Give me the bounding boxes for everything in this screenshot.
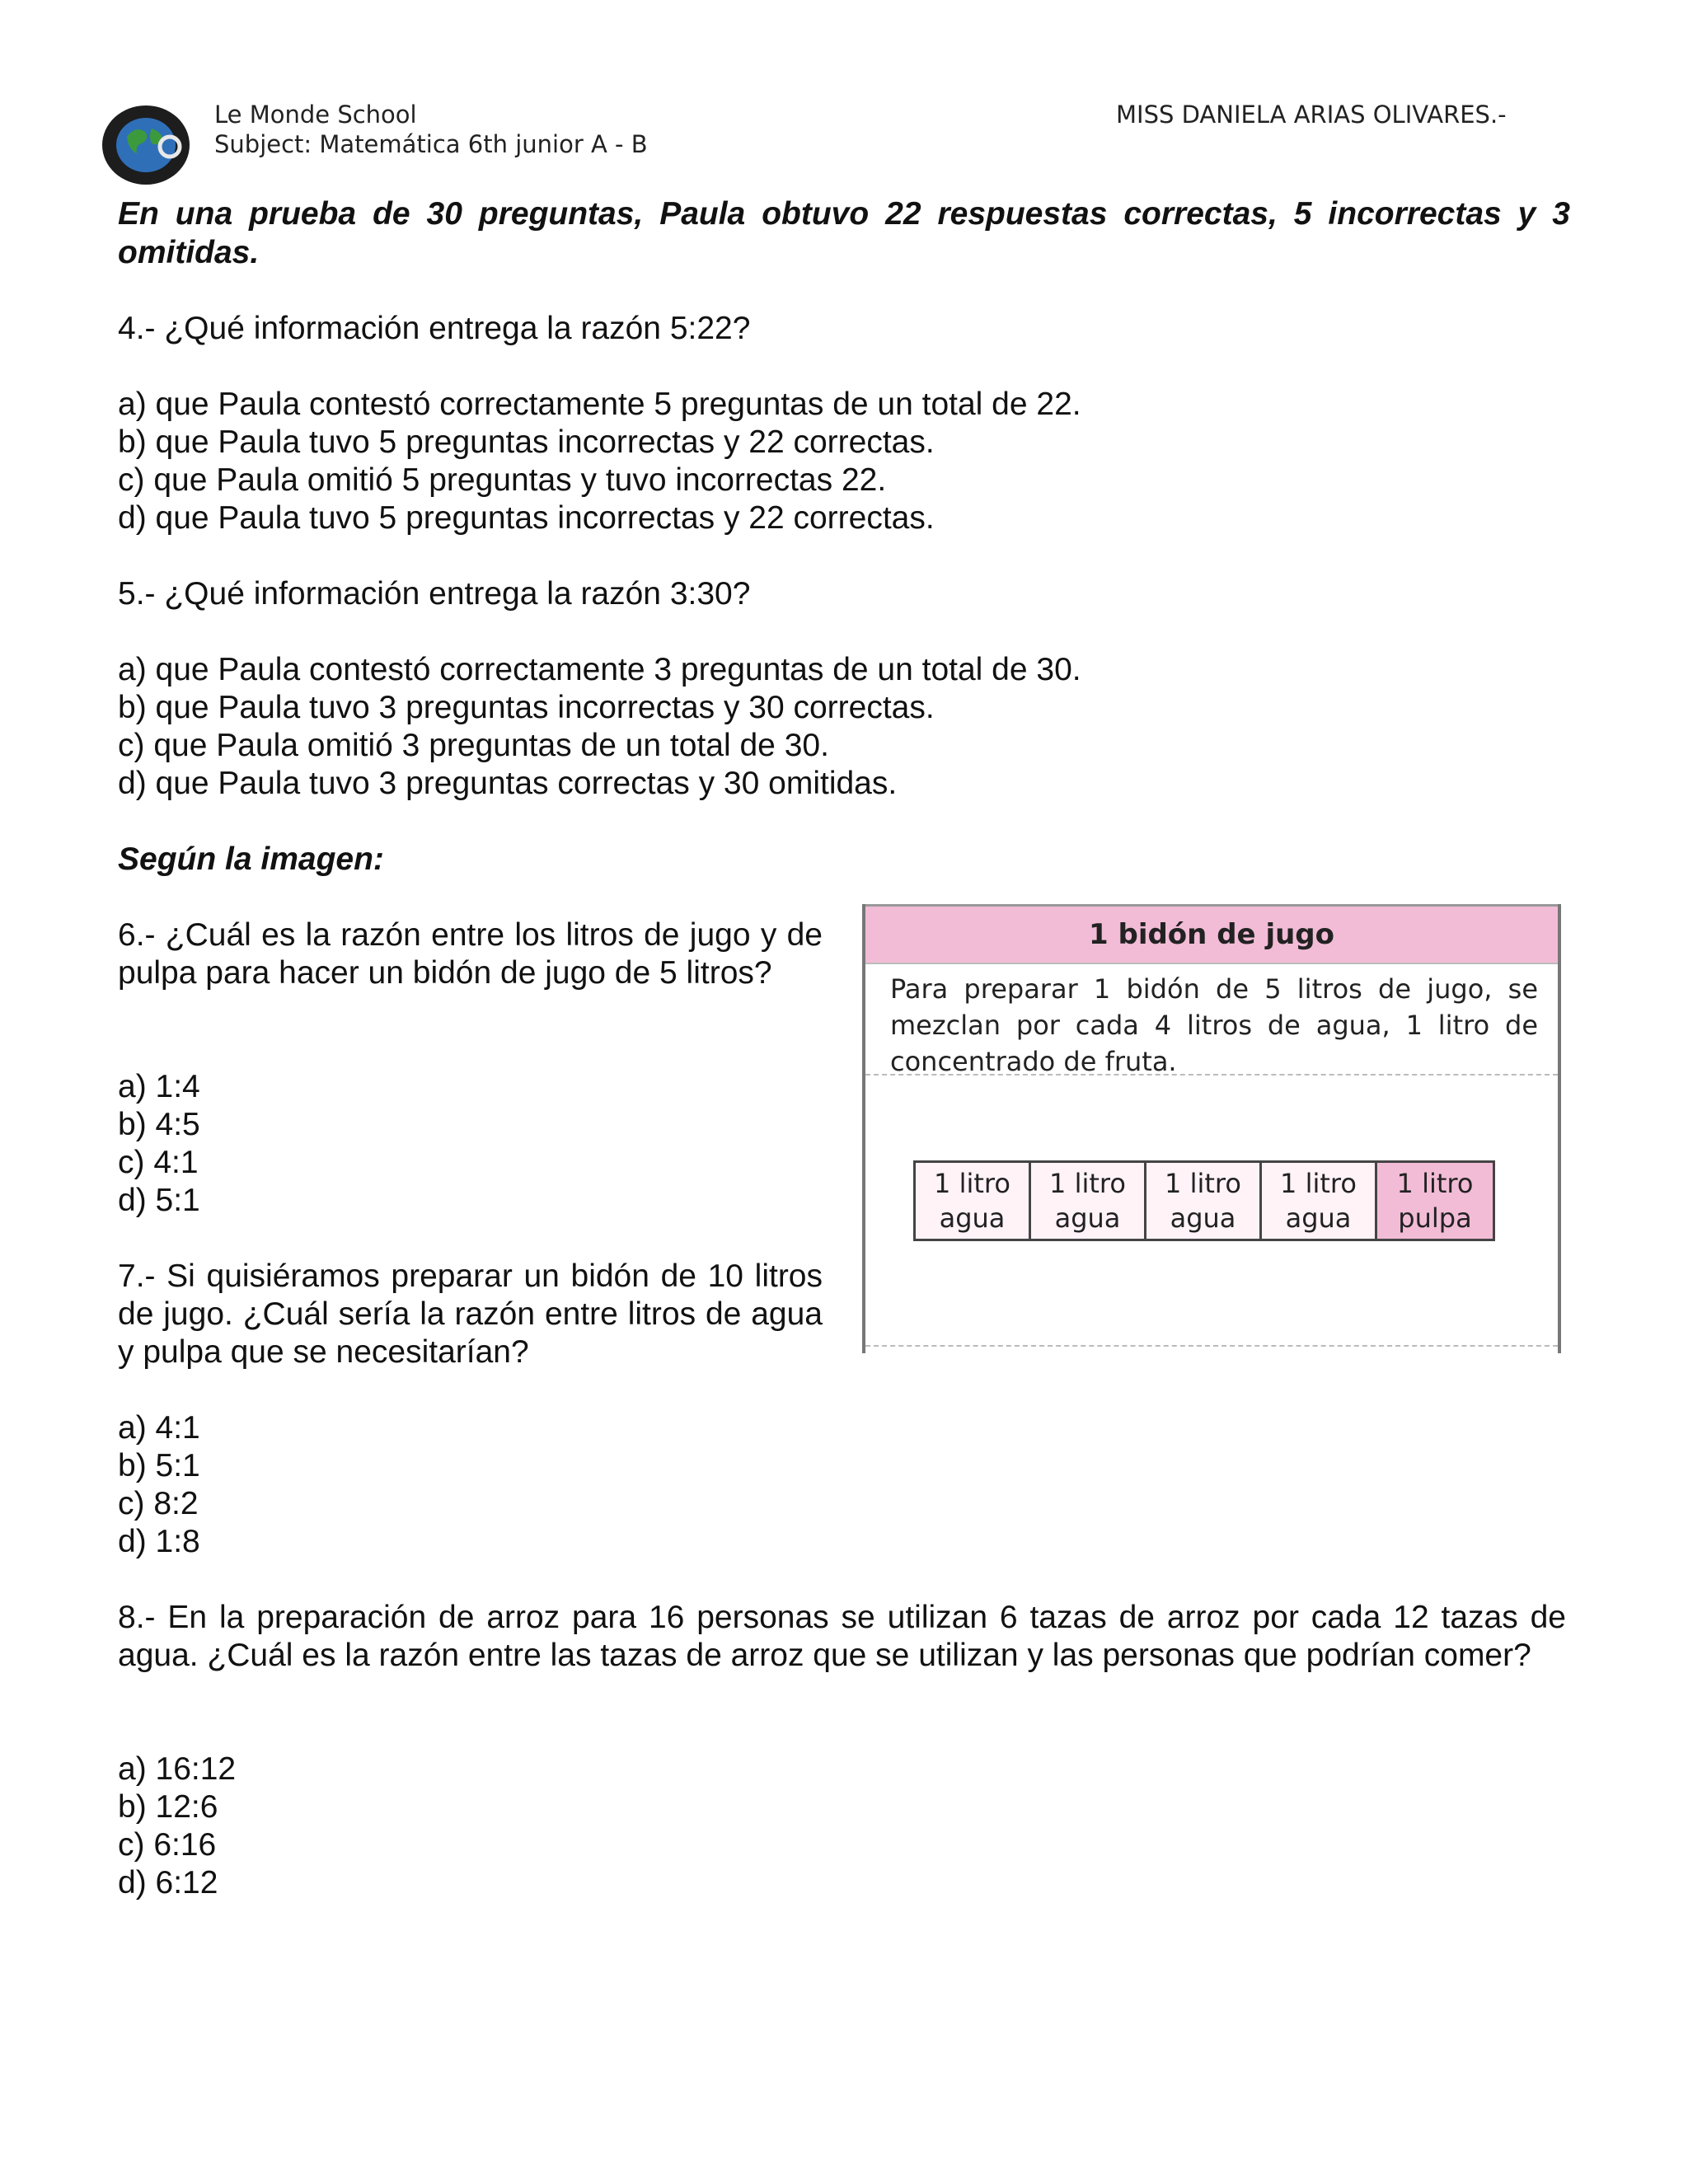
cell-label-bottom: agua <box>1170 1202 1236 1234</box>
cell-label-bottom: agua <box>1054 1202 1121 1234</box>
q5-option-a: a) que Paula contestó correctamente 3 preguntas de un total de 30. <box>118 652 1081 687</box>
question-6: 6.- ¿Cuál es la razón entre los litros de jugo y de pulpa para hacer un bidón de jugo de 5 litros? <box>118 917 823 991</box>
liter-cells <box>913 1160 1495 1241</box>
figure-title: 1 bidón de jugo <box>865 904 1558 964</box>
q8-option-b: b) 12:6 <box>118 1789 218 1825</box>
cell-label-bottom: agua <box>939 1202 1006 1234</box>
liter-cell-pulp <box>1377 1163 1493 1239</box>
q8-option-a: a) 16:12 <box>118 1751 237 1787</box>
question-4: 4.- ¿Qué información entrega la razón 5:22? <box>118 311 751 346</box>
liter-cell-water-3 <box>1146 1163 1262 1239</box>
q6-option-a: a) 1:4 <box>118 1069 200 1104</box>
q7-option-a: a) 4:1 <box>118 1410 200 1446</box>
q6-option-c: c) 4:1 <box>118 1145 199 1180</box>
cell-label-top: 1 litro <box>1396 1168 1474 1199</box>
q5-option-d: d) que Paula tuvo 3 preguntas correctas y 30 omitidas. <box>118 766 898 801</box>
q6-option-b: b) 4:5 <box>118 1107 200 1142</box>
q7-option-d: d) 1:8 <box>118 1524 200 1559</box>
cell-label-bottom: agua <box>1285 1202 1352 1234</box>
figure-bottom-divider <box>865 1345 1558 1347</box>
figure-description: Para preparar 1 bidón de 5 litros de jugo, se mezclan por cada 4 litros de agua, 1 litro de concentrado de fruta. <box>865 964 1558 1076</box>
cell-label-top: 1 litro <box>934 1168 1010 1199</box>
q5-option-b: b) que Paula tuvo 3 preguntas incorrectas y 30 correctas. <box>118 690 935 725</box>
problem-intro: En una prueba de 30 preguntas, Paula obtuvo 22 respuestas correctas, 5 incorrectas y 3 omitidas. <box>118 196 1570 270</box>
question-8: 8.- En la preparación de arroz para 16 personas se utilizan 6 tazas de arroz por cada 12 tazas de agua. ¿Cuál es la razón entre las tazas de arroz que se utilizan y las personas que podrían comer? <box>118 1600 1566 1673</box>
q4-option-b: b) que Paula tuvo 5 preguntas incorrectas y 22 correctas. <box>118 424 935 460</box>
school-logo-icon <box>101 104 191 186</box>
q7-option-b: b) 5:1 <box>118 1448 200 1483</box>
q5-option-c: c) que Paula omitió 3 preguntas de un total de 30. <box>118 728 829 763</box>
section-heading: Según la imagen: <box>118 841 384 877</box>
school-name: Le Monde School <box>214 101 417 129</box>
liter-cell-water-1 <box>916 1163 1031 1239</box>
liter-cell-water-2 <box>1031 1163 1146 1239</box>
cell-label-bottom: pulpa <box>1398 1202 1472 1234</box>
cell-label-top: 1 litro <box>1165 1168 1241 1199</box>
question-5: 5.- ¿Qué información entrega la razón 3:30? <box>118 576 751 612</box>
q8-option-c: c) 6:16 <box>118 1827 217 1863</box>
teacher-name: MISS DANIELA ARIAS OLIVARES.- <box>1116 101 1507 129</box>
q7-option-c: c) 8:2 <box>118 1486 199 1521</box>
q4-option-d: d) que Paula tuvo 5 preguntas incorrectas y 22 correctas. <box>118 500 935 536</box>
cell-label-top: 1 litro <box>1049 1168 1126 1199</box>
subject-line: Subject: Matemática 6th junior A - B <box>214 130 648 158</box>
cell-label-top: 1 litro <box>1280 1168 1357 1199</box>
juice-figure <box>862 904 1561 1353</box>
question-7: 7.- Si quisiéramos preparar un bidón de 10 litros de jugo. ¿Cuál sería la razón entre litros de agua y pulpa que se necesitarían? <box>118 1258 823 1370</box>
q8-option-d: d) 6:12 <box>118 1865 218 1900</box>
q4-option-c: c) que Paula omitió 5 preguntas y tuvo incorrectas 22. <box>118 462 887 498</box>
liter-cell-water-4 <box>1262 1163 1377 1239</box>
q6-option-d: d) 5:1 <box>118 1183 200 1218</box>
q4-option-a: a) que Paula contestó correctamente 5 preguntas de un total de 22. <box>118 387 1081 422</box>
